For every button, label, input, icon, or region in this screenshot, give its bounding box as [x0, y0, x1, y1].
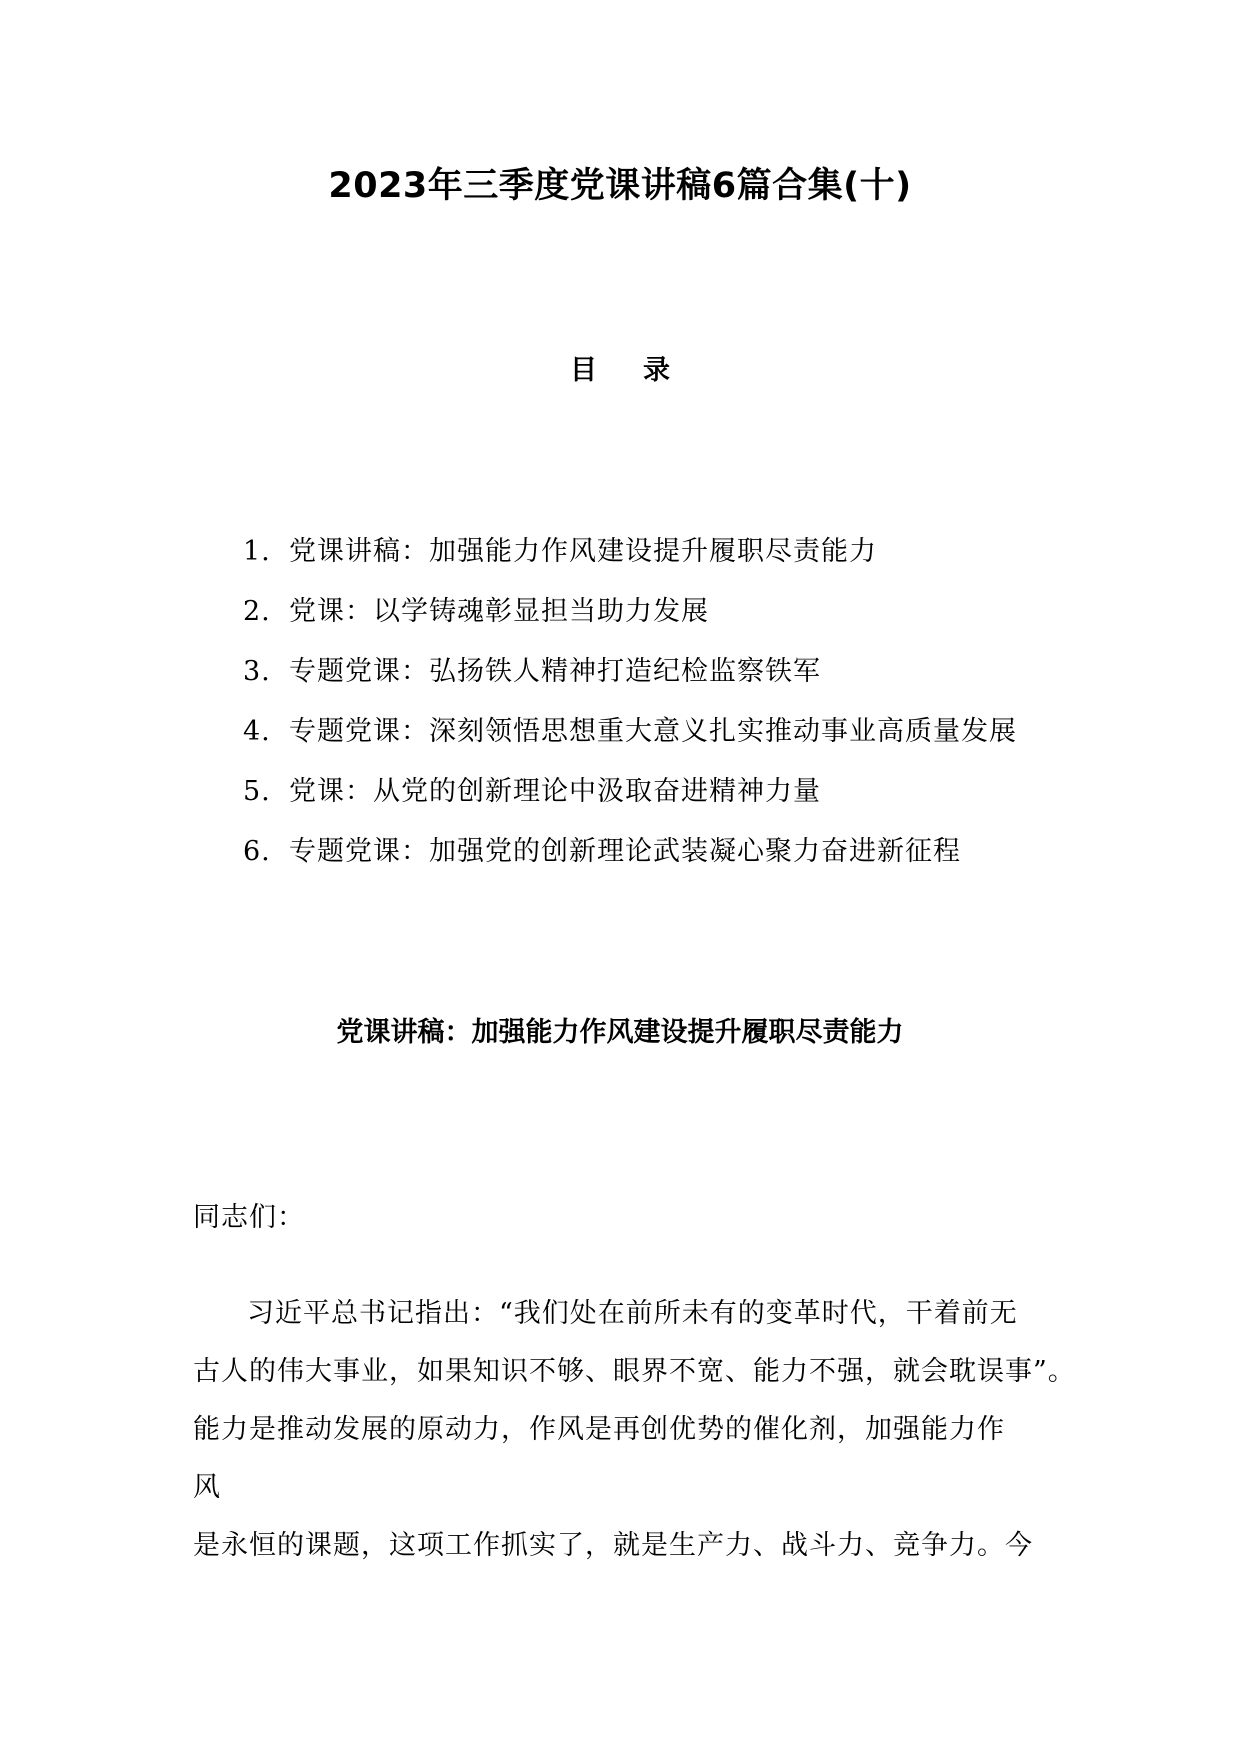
toc-item-text: 党课：从党的创新理论中汲取奋进精神力量 [289, 776, 821, 807]
toc-item-text: 专题党课：弘扬铁人精神打造纪检监察铁军 [289, 656, 821, 687]
body-paragraph [193, 1285, 1076, 1575]
toc-item-number: 5. [243, 776, 271, 807]
salutation: 同志们： [193, 1202, 305, 1233]
toc-heading [0, 348, 1240, 387]
toc-item-6[interactable] [243, 822, 1123, 882]
toc-heading-char-2: 录 [643, 355, 670, 386]
paragraph-line: 能力是推动发展的原动力，作风是再创优势的催化剂，加强能力作 [193, 1414, 1005, 1445]
toc-item-1[interactable] [243, 522, 1123, 582]
document-title: 2023年三季度党课讲稿6篇合集(十) [328, 166, 912, 206]
toc-heading-char-1: 目 [570, 355, 597, 386]
toc-item-5[interactable] [243, 762, 1123, 822]
paragraph-line: 是永恒的课题，这项工作抓实了，就是生产力、战斗力、竞争力。今 [193, 1530, 1033, 1561]
toc-item-text: 党课讲稿：加强能力作风建设提升履职尽责能力 [289, 536, 877, 567]
section-title: 党课讲稿：加强能力作风建设提升履职尽责能力 [336, 1017, 904, 1048]
toc-item-number: 2. [243, 596, 271, 627]
paragraph-line: 习近平总书记指出：“我们处在前所未有的变革时代，干着前无 [247, 1298, 1018, 1329]
toc-item-text: 专题党课：加强党的创新理论武装凝心聚力奋进新征程 [289, 836, 961, 867]
paragraph-line: 风 [193, 1472, 221, 1503]
toc-item-number: 3. [243, 656, 271, 687]
table-of-contents [243, 522, 1123, 882]
paragraph-line: 古人的伟大事业，如果知识不够、眼界不宽、能力不强，就会耽误事”。 [193, 1356, 1076, 1387]
toc-item-4[interactable] [243, 702, 1123, 762]
toc-item-text: 党课：以学铸魂彰显担当助力发展 [289, 596, 709, 627]
toc-item-number: 4. [243, 716, 271, 747]
toc-item-number: 6. [243, 836, 271, 867]
toc-item-number: 1. [243, 536, 271, 567]
toc-item-text: 专题党课：深刻领悟思想重大意义扎实推动事业高质量发展 [289, 716, 1017, 747]
toc-item-2[interactable] [243, 582, 1123, 642]
toc-item-3[interactable] [243, 642, 1123, 702]
